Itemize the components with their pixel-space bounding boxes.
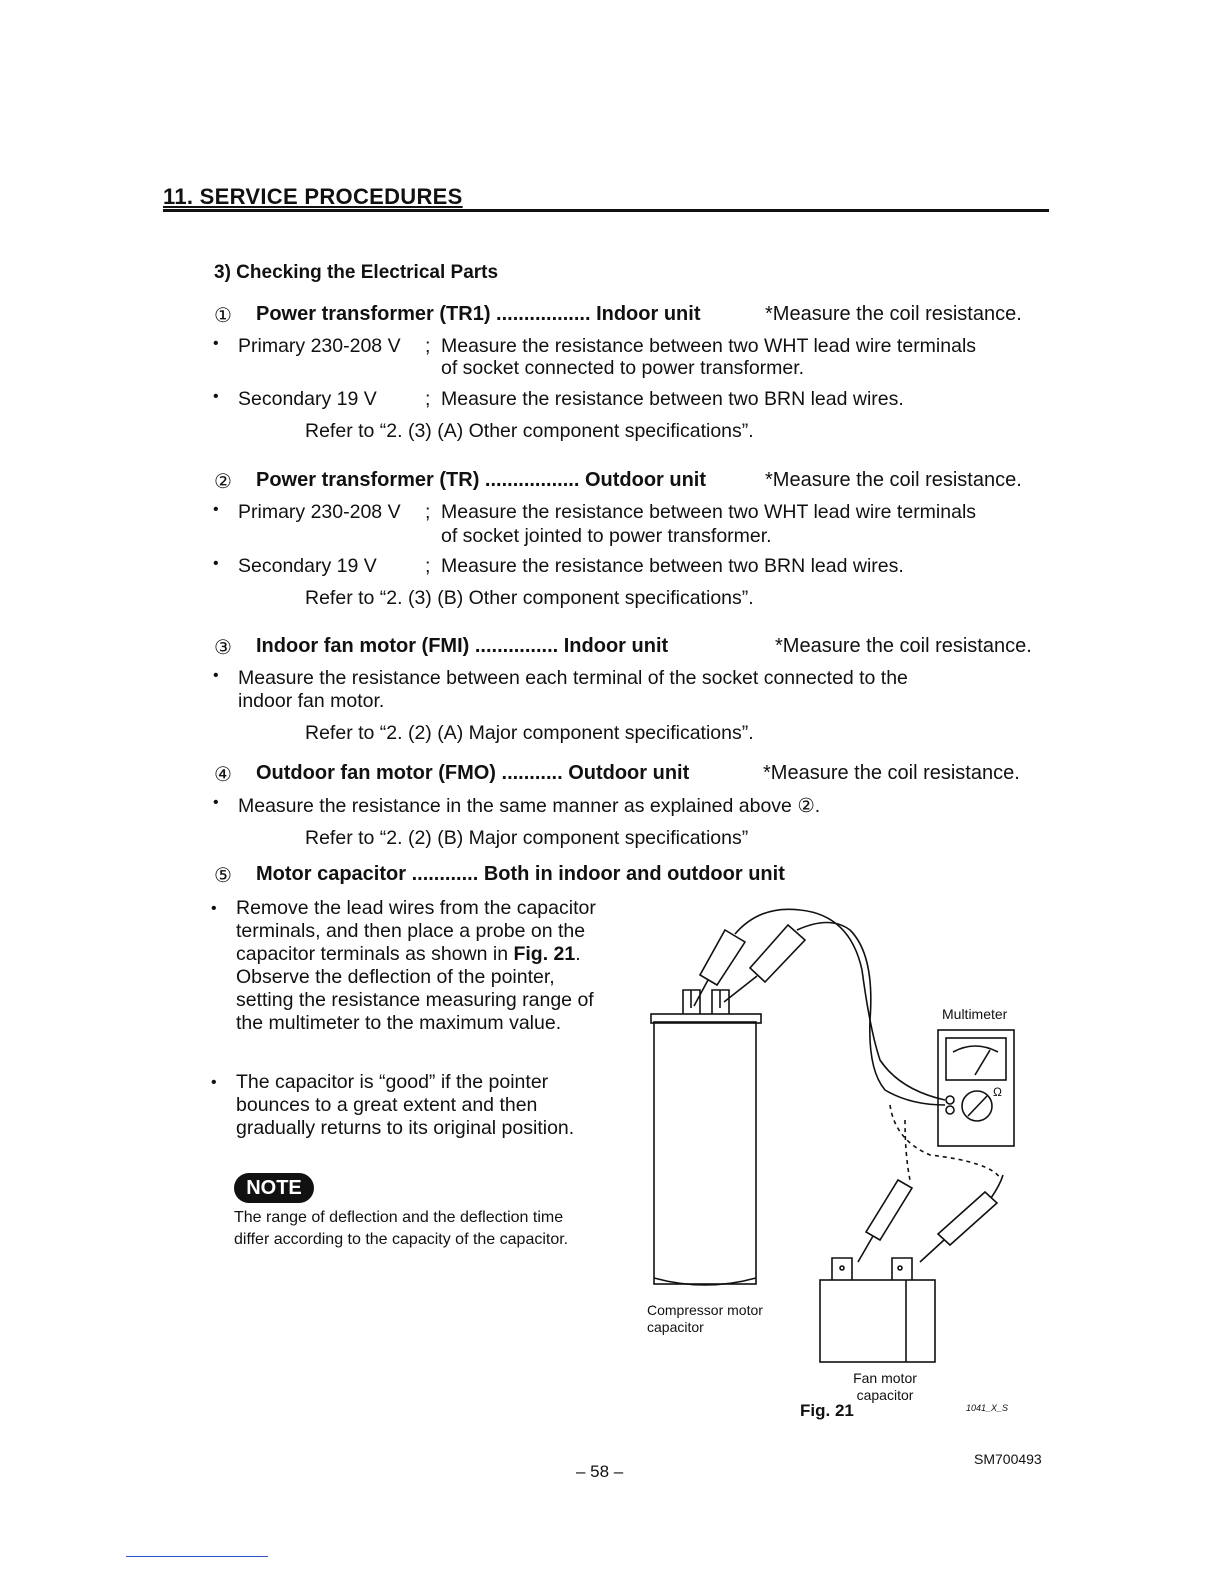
fan-capacitor-body (820, 1280, 935, 1362)
item-2-number: ② (214, 471, 232, 493)
item-4-bullet: • Measure the resistance in the same manner as explained above ②. (238, 794, 820, 818)
page-number: – 58 – (576, 1462, 624, 1481)
item-1-primary-sep: ; (425, 335, 431, 357)
ohm-symbol: Ω (993, 1085, 1002, 1099)
probe-fan-left (858, 1180, 912, 1262)
item-5-bullet-1-post: . Observe the deflection of the pointer, setting the resistance measuring range of the multimeter to the maximum value. (236, 943, 594, 1034)
item-1-secondary-label: • Secondary 19 V (238, 388, 377, 411)
multimeter-needle (975, 1050, 990, 1075)
dashed-lead-2 (890, 1105, 1000, 1178)
compressor-terminal-left (683, 990, 700, 1014)
item-5-bullet-2: • The capacitor is “good” if the pointer bounces to a great extent and then gradually returns to its original position. (236, 1071, 596, 1140)
multimeter-scale (953, 1046, 998, 1052)
item-1-primary-cont: of socket connected to power transformer. (441, 357, 805, 379)
section-title: 11. SERVICE PROCEDURES (163, 184, 463, 209)
item-1-number: ① (214, 305, 232, 327)
item-1-title: Power transformer (TR1) ................. Indoor unit (256, 303, 701, 325)
item-4-refer: Refer to “2. (2) (B) Major component specifications” (305, 827, 749, 849)
item-1-primary-text: Measure the resistance between two WHT lead wire terminals (441, 335, 977, 357)
item-3-title: Indoor fan motor (FMI) ............... Indoor unit (256, 635, 669, 657)
item-5-bullet-1-pre: Remove the lead wires from the capacitor terminals, and then place a probe on the capacitor terminals as shown in (236, 897, 596, 965)
item-3-bullet-cont: indoor fan motor. (238, 690, 385, 712)
figure-code: 1041_X_S (966, 1403, 1009, 1413)
item-3-bullet: • Measure the resistance between each terminal of the socket connected to the (238, 667, 908, 690)
document-code: SM700493 (974, 1451, 1042, 1467)
item-4-number: ④ (214, 764, 232, 786)
item-1-note: *Measure the coil resistance. (765, 303, 1022, 325)
multimeter-label: Multimeter (942, 1006, 1008, 1022)
item-5-number: ⑤ (214, 865, 232, 887)
item-2-primary-label: • Primary 230-208 V (238, 501, 401, 524)
item-2-primary-sep: ; (425, 501, 431, 523)
item-2-note: *Measure the coil resistance. (765, 469, 1022, 491)
dashed-lead-1 (905, 1120, 910, 1180)
multimeter-dial-pointer (968, 1096, 987, 1116)
multimeter-jack-1 (946, 1096, 954, 1104)
fan-terminal-right-hole (898, 1266, 902, 1270)
item-2-primary-cont: of socket jointed to power transformer. (441, 525, 772, 547)
item-1-secondary-text: Measure the resistance between two BRN lead wires. (441, 388, 904, 410)
item-2-primary-text: Measure the resistance between two WHT lead wire terminals (441, 501, 977, 523)
item-2-secondary-sep: ; (425, 555, 431, 577)
item-3-note: *Measure the coil resistance. (775, 635, 1032, 657)
item-2-refer: Refer to “2. (3) (B) Other component specifications”. (305, 587, 754, 609)
probe-left (694, 909, 945, 1100)
multimeter-jack-2 (946, 1106, 954, 1114)
item-5-title: Motor capacitor ............ Both in indoor and outdoor unit (256, 863, 785, 885)
item-3-refer: Refer to “2. (2) (A) Major component specifications”. (305, 722, 754, 744)
compressor-capacitor-body (654, 1022, 756, 1284)
subsection-title: 3) Checking the Electrical Parts (214, 262, 499, 283)
multimeter-body (938, 1030, 1014, 1146)
item-4-title: Outdoor fan motor (FMO) ........... Outdoor unit (256, 762, 690, 784)
item-2-secondary-label: • Secondary 19 V (238, 555, 377, 578)
compressor-terminal-right (712, 990, 729, 1014)
item-2-secondary-text: Measure the resistance between two BRN lead wires. (441, 555, 904, 577)
item-4-note: *Measure the coil resistance. (763, 762, 1020, 784)
fig-reference: Fig. 21 (513, 943, 576, 965)
compressor-capacitor-label: Compressor motor capacitor (647, 1302, 763, 1335)
footer-rule (126, 1556, 268, 1557)
note-badge: NOTE (234, 1173, 314, 1203)
probe-fan-right (920, 1175, 1003, 1262)
item-1-primary-label: • Primary 230-208 V (238, 335, 401, 358)
item-1-secondary-sep: ; (425, 388, 431, 410)
item-1-refer: Refer to “2. (3) (A) Other component specifications”. (305, 420, 754, 442)
item-3-number: ③ (214, 637, 232, 659)
fan-capacitor-label: Fan motor capacitor (853, 1370, 917, 1403)
note-text: The range of deflection and the deflection time differ according to the capacity of the capacitor. (234, 1209, 569, 1248)
item-2-title: Power transformer (TR) ................. Outdoor unit (256, 469, 707, 491)
fan-terminal-left (832, 1258, 852, 1280)
figure-caption: Fig. 21 (800, 1401, 854, 1420)
fan-terminal-left-hole (840, 1266, 844, 1270)
